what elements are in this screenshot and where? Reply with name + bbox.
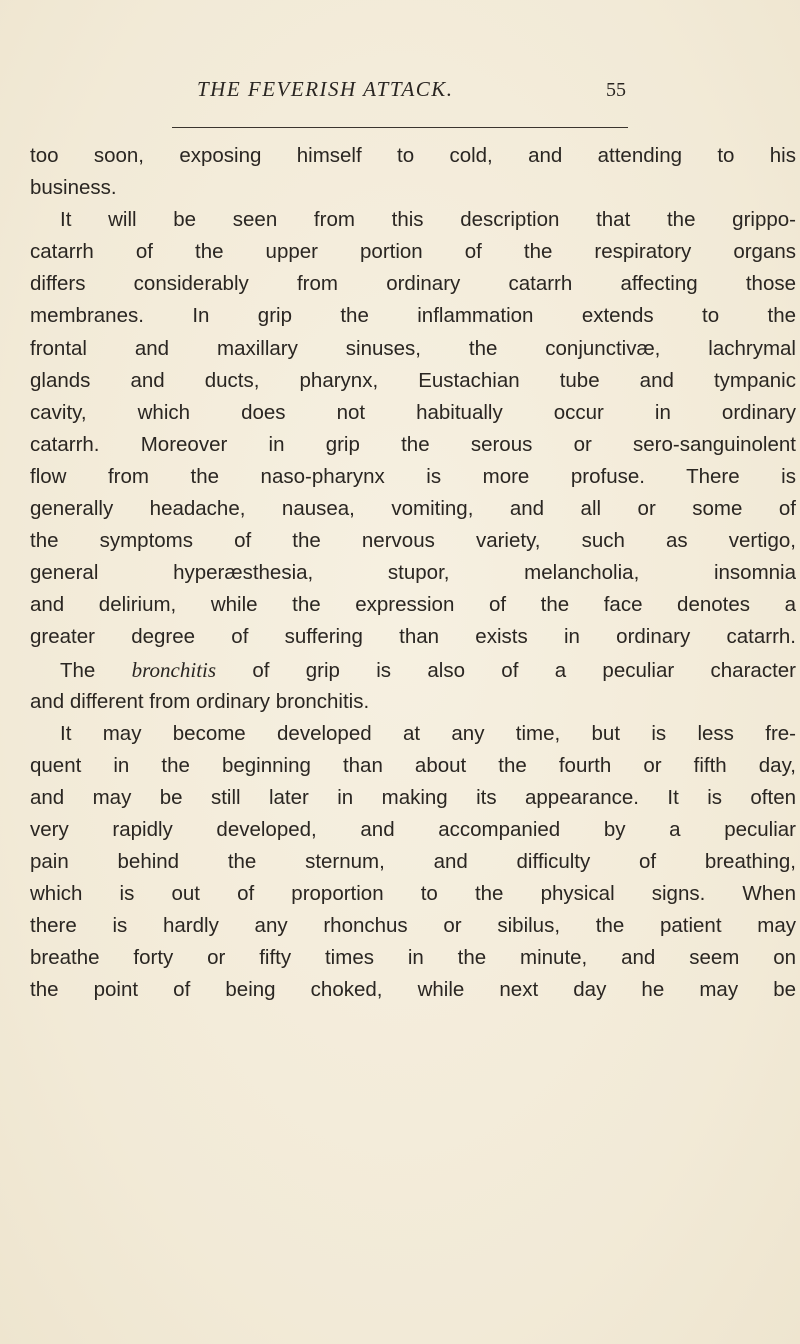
paragraph-start-line: It may become developed at any time, but is less fre- <box>60 721 796 745</box>
running-head <box>172 73 632 109</box>
text-line: very rapidly developed, and accompanied by a peculiar <box>30 817 796 841</box>
text-line: catarrh of the upper portion of the respiratory organs <box>30 240 796 264</box>
text-line: too soon, exposing himself to cold, and attending to his <box>30 144 796 167</box>
italic-term: bronchitis <box>131 657 217 682</box>
body-text <box>30 140 796 1007</box>
text-line: flow from the naso-pharynx is more profuse. There is <box>30 464 796 488</box>
text-line: general hyperæsthesia, stupor, melancholia, insomnia <box>30 561 796 585</box>
text-line: and may be still later in making its appearance. It is often <box>30 785 796 809</box>
text-line: which is out of proportion to the physical signs. When <box>30 882 796 906</box>
text-fragment: of grip is also of a peculiar character <box>216 658 796 682</box>
text-line: breathe forty or fifty times in the minute, and seem on <box>30 946 796 970</box>
paragraph-start-line: It will be seen from this description that the grippo- <box>60 208 796 232</box>
header-rule <box>172 127 628 128</box>
running-title: THE FEVERISH ATTACK. <box>197 77 454 101</box>
text-line: quent in the beginning than about the fourth or fifth day, <box>30 753 796 777</box>
text-line: and different from ordinary bronchitis. <box>30 689 370 713</box>
text-line: frontal and maxillary sinuses, the conjunctivæ, lachrymal <box>30 336 796 360</box>
page-number: 55 <box>606 79 626 101</box>
text-line: business. <box>30 176 117 200</box>
paragraph-start-line <box>30 654 796 686</box>
text-line: membranes. In grip the inflammation extends to the <box>30 304 796 328</box>
text-fragment: The <box>60 658 132 682</box>
text-line: catarrh. Moreover in grip the serous or sero-sanguinolent <box>30 432 796 456</box>
text-line: differs considerably from ordinary catarrh affecting those <box>30 272 796 296</box>
text-line: the symptoms of the nervous variety, such as vertigo, <box>30 529 796 553</box>
text-line: pain behind the sternum, and difficulty of breathing, <box>30 850 796 874</box>
text-line: cavity, which does not habitually occur in ordinary <box>30 400 796 424</box>
text-line: there is hardly any rhonchus or sibilus, the patient may <box>30 914 796 938</box>
text-line: and delirium, while the expression of the face denotes a <box>30 593 796 617</box>
text-line: greater degree of suffering than exists in ordinary catarrh. <box>30 625 796 649</box>
text-line: generally headache, nausea, vomiting, and all or some of <box>30 497 796 521</box>
text-line: the point of being choked, while next day he may be <box>30 978 796 1002</box>
text-line: glands and ducts, pharynx, Eustachian tube and tympanic <box>30 368 796 392</box>
